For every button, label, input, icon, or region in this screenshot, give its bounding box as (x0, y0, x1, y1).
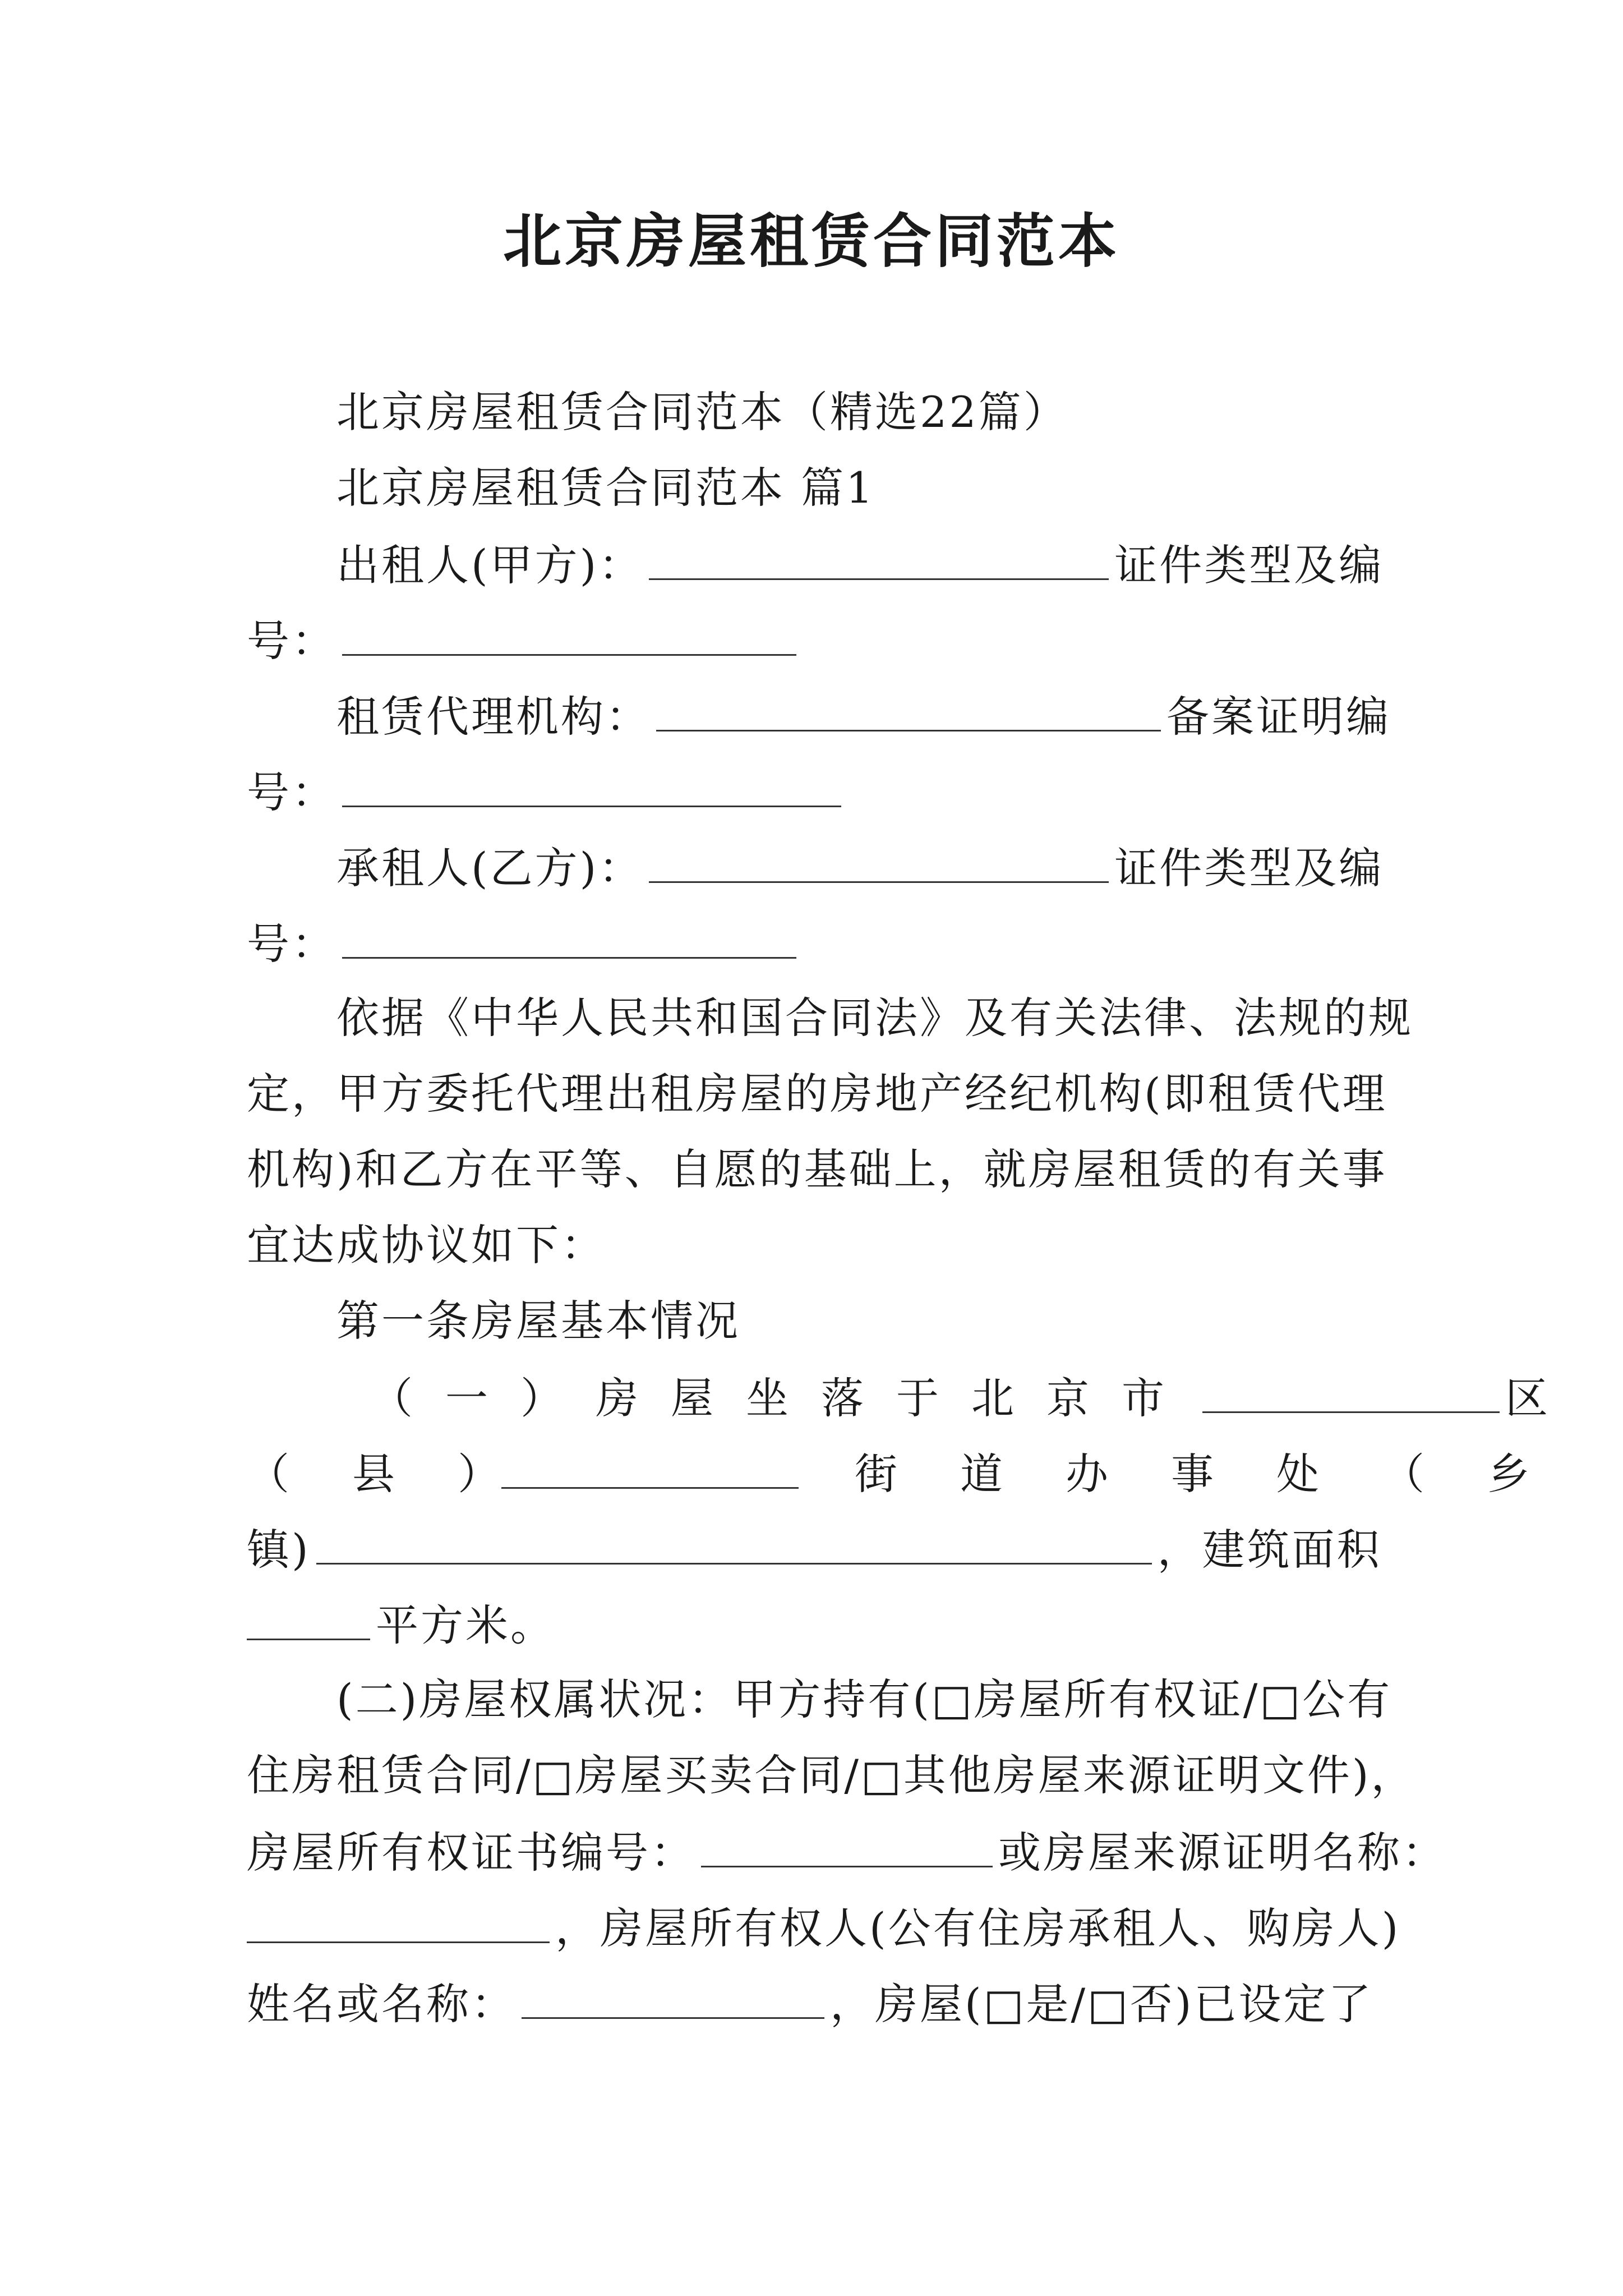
agency-label: 租赁代理机构： (336, 692, 651, 742)
document-title: 北京房屋租赁合同范本 (502, 206, 1120, 275)
town-label: 镇) (247, 1525, 311, 1575)
agency-record-label-cont: 号： (247, 767, 336, 817)
district-blank (1202, 1369, 1500, 1413)
lessee-label: 承租人(乙方)： (336, 843, 644, 893)
lessee-id-blank (342, 914, 796, 959)
county-blank (501, 1444, 799, 1489)
source-proof-label: 或房屋来源证明名称： (998, 1828, 1447, 1878)
lessee-id-line (247, 914, 802, 972)
certificate-number-blank (701, 1823, 993, 1867)
ownership-line-5 (247, 1975, 1373, 2032)
area-blank (247, 1596, 370, 1640)
square-meter-label: 平方米。 (376, 1600, 555, 1650)
lessee-id-label-cont: 号： (247, 919, 336, 969)
agency-name-blank (656, 687, 1161, 731)
ownership-line-1: (二)房屋权属状况：甲方持有(□房屋所有权证/□公有 (336, 1674, 1393, 1724)
lessor-id-line (247, 611, 802, 669)
town-blank (316, 1520, 1152, 1565)
lessor-id-label-cont: 号： (247, 616, 336, 666)
certificate-number-label: 房屋所有权证书编号： (247, 1828, 695, 1878)
location-line-2 (247, 1444, 1593, 1502)
location-line-3 (247, 1520, 1382, 1578)
agency-line (336, 687, 1391, 745)
owner-label: ，房屋所有权人(公有住房承租人、购房人) (555, 1903, 1401, 1953)
section-heading: 北京房屋租赁合同范本 篇1 (336, 463, 875, 513)
ownership-line-4 (247, 1899, 1400, 1957)
intro-line-3: 机构)和乙方在平等、自愿的基础上，就房屋租赁的有关事 (247, 1144, 1387, 1194)
agency-record-line (247, 763, 847, 821)
lessee-line (336, 839, 1384, 896)
lessor-id-label: 证件类型及编 (1114, 540, 1384, 590)
lessor-line (336, 536, 1384, 593)
source-proof-blank (247, 1899, 550, 1943)
agency-record-blank (342, 763, 841, 807)
location-line-4 (247, 1596, 555, 1654)
article1-heading: 第一条房屋基本情况 (336, 1296, 740, 1346)
floor-area-label: ，建筑面积 (1157, 1525, 1382, 1575)
lessor-id-blank (342, 611, 796, 656)
lessor-name-blank (649, 536, 1109, 580)
owner-name-blank (522, 1975, 824, 2019)
lessee-name-blank (649, 839, 1109, 883)
intro-line-2: 定，甲方委托代理出租房屋的房地产经纪机构(即租赁代理 (247, 1069, 1387, 1119)
location-prefix: （一）房屋坐落于北京市 (370, 1373, 1197, 1423)
agency-record-label: 备案证明编 (1166, 692, 1391, 742)
lessor-label: 出租人(甲方)： (336, 540, 644, 590)
document-subtitle: 北京房屋租赁合同范本（精选22篇） (336, 387, 1068, 437)
lessee-id-label: 证件类型及编 (1114, 843, 1384, 893)
ownership-line-3 (247, 1823, 1447, 1881)
street-office-label: 街道办事处（乡 (855, 1449, 1593, 1499)
county-label: （县） (247, 1449, 563, 1499)
mortgage-label: ，房屋(□是/□否)已设定了 (830, 1979, 1373, 2029)
district-label: 区 (1505, 1373, 1550, 1423)
intro-line-1: 依据《中华人民共和国合同法》及有关法律、法规的规 (336, 993, 1413, 1043)
owner-name-label: 姓名或名称： (247, 1979, 516, 2029)
intro-line-4: 宜达成协议如下： (247, 1220, 606, 1270)
location-line-1 (370, 1369, 1550, 1427)
ownership-line-2: 住房租赁合同/□房屋买卖合同/□其他房屋来源证明文件)， (247, 1750, 1416, 1800)
